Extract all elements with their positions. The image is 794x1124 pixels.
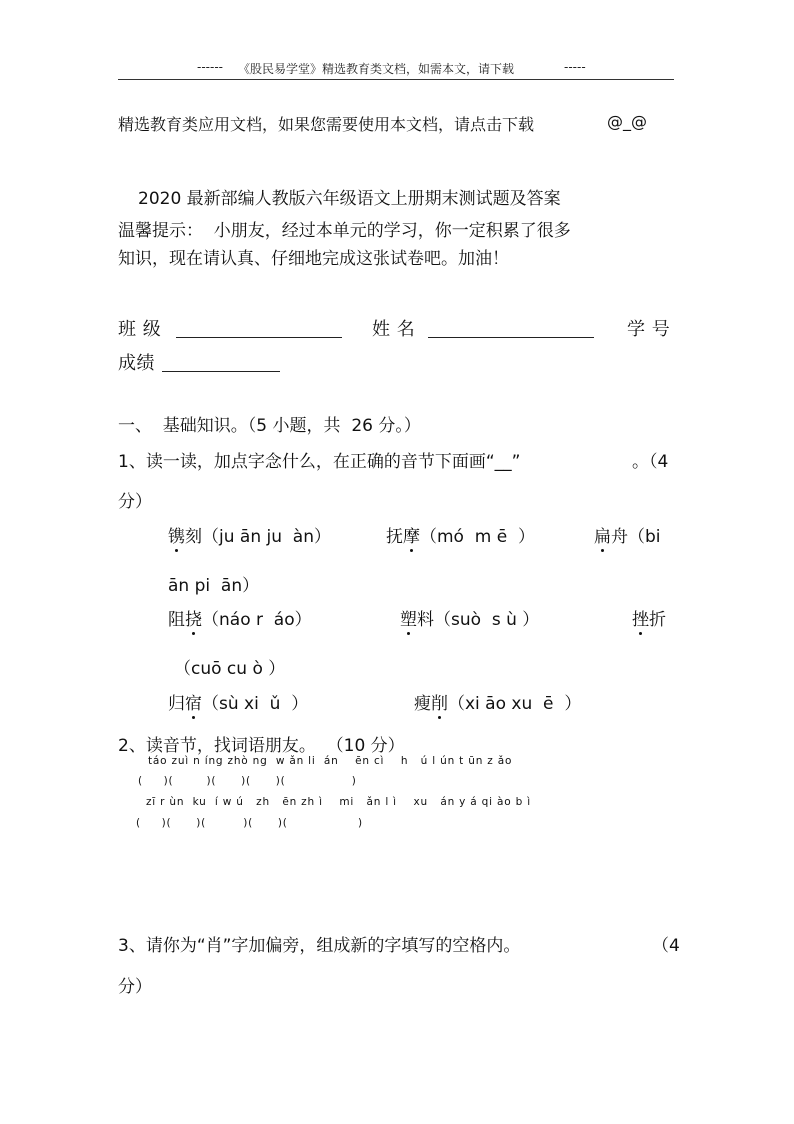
q1-item-continued: ān pi ān）: [168, 576, 260, 596]
header-divider: [118, 79, 674, 80]
tip-line-1: 温馨提示： 小朋友，经过本单元的学习，你一定积累了很多: [118, 221, 571, 241]
download-notice: 精选教育类应用文档，如果您需要使用本文档，请点击下载: [118, 115, 535, 134]
q1-item: 阻挠（náo r áo）: [168, 610, 312, 630]
q2-prompt: 2、读音节，找词语朋友。 （10 分）: [118, 736, 405, 756]
q2-pinyin-row-1: táo zuì n íng zhò ng w ǎn li án ēn cì h ú l ún t ūn z ǎo: [148, 755, 513, 767]
q1-item: 瘦削（xi āo xu ē ）: [414, 694, 582, 714]
class-blank[interactable]: [176, 337, 342, 338]
document-title: 2020 最新部编人教版六年级语文上册期末测试题及答案: [138, 189, 561, 209]
score-blank[interactable]: [162, 371, 280, 372]
q3-points-unit: 分）: [118, 977, 152, 997]
q3-points: （4: [652, 936, 680, 956]
q2-answer-blanks-2[interactable]: ( )( )( )( )( ): [136, 817, 363, 829]
score-label: 成绩: [118, 353, 155, 374]
download-symbol: @_@: [607, 112, 647, 131]
tip-line-2: 知识，现在请认真、仔细地完成这张试卷吧。加油！: [118, 249, 509, 269]
header-title: 《股民易学堂》精选教育类文档，如需本文，请下载: [238, 62, 515, 76]
name-label: 姓 名: [372, 319, 416, 340]
header-dash-left: ------: [197, 60, 223, 74]
q1-points-unit: 分）: [118, 492, 152, 512]
q1-item: 镌刻（ju ān ju àn）: [168, 527, 331, 547]
q1-item: 归宿（sù xi ǔ ）: [168, 694, 309, 714]
q2-answer-blanks-1[interactable]: ( )( )( )( )( ): [138, 775, 357, 787]
q1-item: 抚摩（mó m ē ）: [386, 527, 535, 547]
q3-prompt: 3、请你为“肖”字加偏旁，组成新的字填写的空格内。: [118, 936, 521, 956]
q1-points: 。（4: [632, 452, 669, 472]
name-blank[interactable]: [428, 337, 594, 338]
class-label: 班 级: [118, 319, 162, 340]
q2-pinyin-row-2: zī r ùn ku í w ú zh ēn zh ì mi ǎn l ì xu án y á qi ào b ì: [146, 796, 531, 808]
section-1-heading: 一、 基础知识。（5 小题，共 26 分。）: [118, 416, 421, 436]
student-id-label: 学 号: [627, 319, 671, 340]
q1-item-continued: （cuō cu ò ）: [174, 659, 286, 679]
q1-prompt: 1、读一读，加点字念什么，在正确的音节下面画“__”: [118, 452, 521, 472]
q1-item: 挫折: [632, 610, 666, 630]
q1-item: 扁舟（bi: [594, 527, 661, 547]
q1-item: 塑料（suò s ù ）: [400, 610, 540, 630]
header-dash-right: -----: [564, 60, 586, 74]
